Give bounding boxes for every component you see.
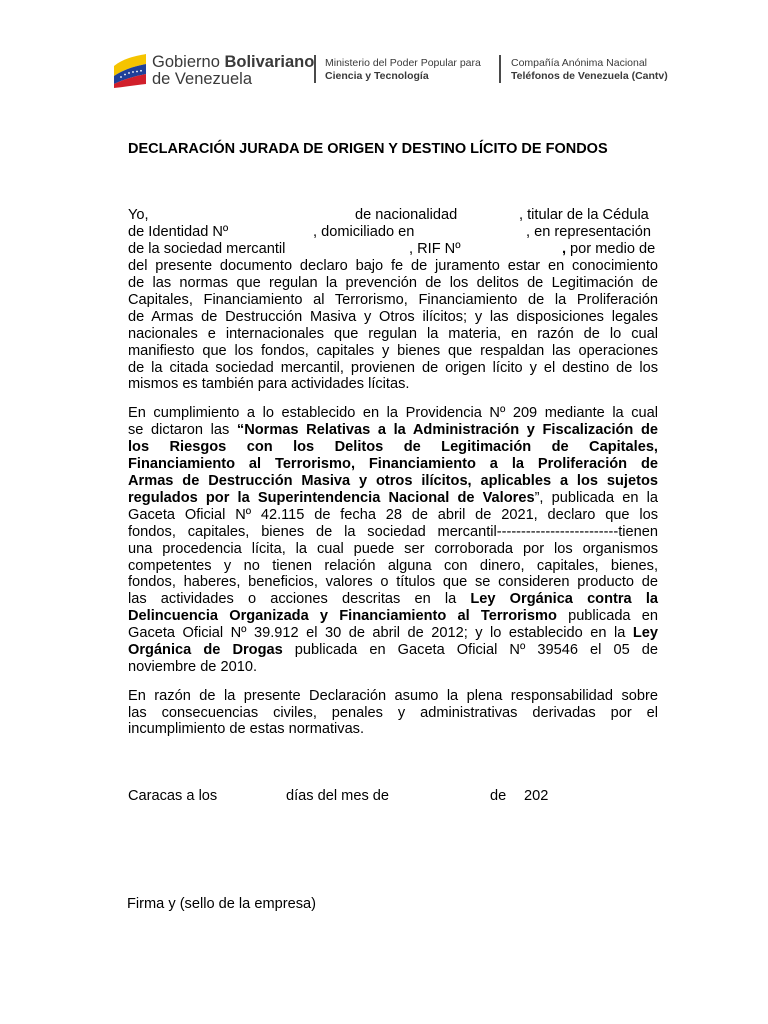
text-line: de la citada sociedad mercantil, provienen de origen lícito y el destino de los	[128, 360, 658, 376]
text-line: manifiesto que los fondos, capitales y bienes que respaldan las operaciones	[128, 343, 658, 359]
letterhead	[0, 0, 768, 100]
text-line: de nacionalidad	[355, 207, 458, 223]
text-line: las consecuencias civiles, penales y administrativas derivadas por el	[128, 705, 658, 721]
text-line: Orgánica de Drogas publicada en Gaceta Oficial Nº 39546 el 05 de	[128, 642, 659, 658]
closing-place: Caracas a los	[128, 788, 218, 804]
closing-days: días del mes de	[286, 788, 390, 804]
text-line: se dictaron las “Normas Relativas a la Administración y Fiscalización de	[128, 422, 658, 438]
text-line: de la sociedad mercantil	[128, 241, 286, 257]
text-line: En cumplimiento a lo establecido en la Providencia Nº 209 mediante la cual	[128, 405, 658, 421]
text-line: regulados por la Superintendencia Nacional de Valores”, publicada en la	[128, 490, 658, 506]
closing-year: 202	[524, 788, 549, 804]
signature-label: Firma y (sello de la empresa)	[127, 896, 316, 912]
text-line: Armas de Destrucción Masiva y otros ilícitos, aplicables a los sujetos	[128, 473, 658, 489]
text-line: , RIF Nº	[409, 241, 461, 257]
text-line: de las normas que regulan la prevención de los delitos de Legitimación de	[128, 275, 658, 291]
text-line: Gaceta Oficial Nº 42.115 de fecha 28 de abril de 2021, declaro que los	[128, 507, 658, 523]
venezuela-flag-logo	[112, 52, 148, 88]
text-line: competentes y no tienen relación alguna con dinero, capitales, bienes,	[128, 558, 658, 574]
text-line: Delincuencia Organizada y Financiamiento al Terrorismo publicada en	[128, 608, 658, 624]
text-line: Yo,	[128, 207, 149, 223]
text-line: Financiamiento al Terrorismo, Financiamiento a la Proliferación de	[128, 456, 658, 472]
text-line: de Armas de Destrucción Masiva y Otros ilícitos; y las disposiciones legales	[128, 309, 658, 325]
text-line: Capitales, Financiamiento al Terrorismo, Financiamiento de la Proliferación	[128, 292, 658, 308]
header-separator	[499, 55, 501, 83]
text-line: Gaceta Oficial Nº 39.912 el 30 de abril de 2012; y lo establecido en la Ley	[128, 625, 658, 641]
document-title: DECLARACIÓN JURADA DE ORIGEN Y DESTINO LÍCITO DE FONDOS	[128, 141, 608, 157]
text-line: de Identidad Nº	[128, 224, 229, 240]
closing-of: de	[490, 788, 507, 804]
text-line: del presente documento declaro bajo fe de juramento estar en conocimiento	[128, 258, 658, 274]
text-line: fondos, haberes, beneficios, valores o títulos que se consideren producto de	[128, 574, 658, 590]
ministry-name: Ministerio del Poder Popular para Ciencia y Tecnología	[325, 57, 481, 82]
company-name: Compañía Anónima Nacional Teléfonos de Venezuela (Cantv)	[511, 57, 668, 82]
text-line: una procedencia lícita, la cual puede ser corroborada por los organismos	[128, 541, 658, 557]
government-name: Gobierno Bolivariano de Venezuela	[152, 53, 315, 88]
text-line: incumplimiento de estas normativas.	[128, 721, 365, 737]
header-separator	[314, 55, 316, 83]
text-line: los Riesgos con los Delitos de Legitimación de Capitales,	[128, 439, 658, 455]
text-line: las actividades o acciones descritas en la Ley Orgánica contra la	[128, 591, 658, 607]
text-line: , en representación	[526, 224, 651, 240]
text-line: En razón de la presente Declaración asumo la plena responsabilidad sobre	[128, 688, 658, 704]
text-line: , domiciliado en	[313, 224, 415, 240]
text-line: , titular de la Cédula	[519, 207, 649, 223]
text-line: noviembre de 2010.	[128, 659, 257, 675]
text-line: mismos es también para actividades lícitas.	[128, 376, 410, 392]
text-line: nacionales e internacionales que regulan la materia, en razón de lo cual	[128, 326, 658, 342]
text-line: fondos, capitales, bienes de la sociedad mercantil-------------------------tienen	[128, 524, 658, 540]
text-line: por medio de	[566, 241, 656, 257]
text-line: ,	[562, 241, 567, 257]
